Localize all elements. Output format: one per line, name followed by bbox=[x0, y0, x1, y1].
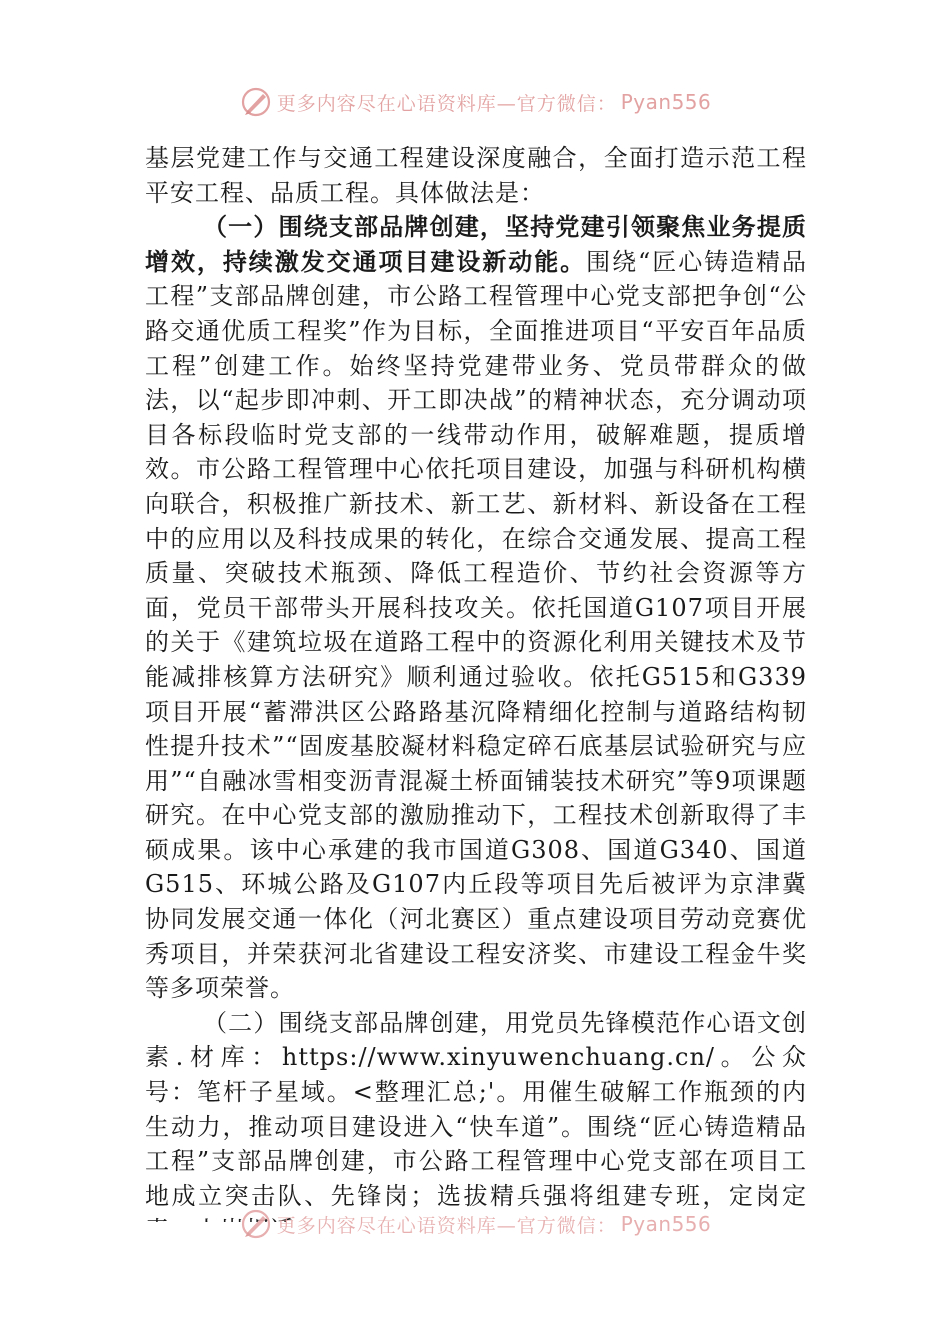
pen-logo-icon bbox=[239, 1207, 273, 1241]
paragraph-section-two: （二）围绕支部品牌创建，用党员先锋模范作心语文创素.材库：https://www.xinyuwenchuang.cn/。公众号：笔杆子星域。<整理汇总;'。用催生破解工作瓶颈的内生动力，推动项目建设进入“快车道”。围绕“匠心铸造精品工程”支部品牌创建，市公路工程管理中心党支部在项目工地成立突击队、先锋岗；选拔精兵强将组建专班，定岗定 bbox=[145, 1008, 807, 1210]
section-one-heading: （一）围绕支部品牌创建，坚持党建引领聚焦业务提质增效，持续激发交通项目建设新动能。 bbox=[145, 212, 807, 276]
paragraph-section-one bbox=[145, 210, 807, 1006]
document-body bbox=[145, 141, 807, 1248]
watermark-handle: Pyan556 bbox=[620, 90, 712, 114]
pen-logo-icon bbox=[239, 85, 273, 119]
watermark-text: 更多内容尽在心语资料库—官方微信： bbox=[276, 1214, 617, 1237]
watermark-header bbox=[0, 84, 950, 120]
watermark-handle: Pyan556 bbox=[620, 1212, 712, 1236]
paragraph-intro: 基层党建工作与交通工程建设深度融合，全面打造示范工程平安工程、品质工程。具体做法是： bbox=[145, 144, 807, 207]
watermark-footer bbox=[0, 1206, 950, 1242]
section-one-body: 围绕“匠心铸造精品工程”支部品牌创建，市公路工程管理中心党支部把争创“公路交通优质工程奖”作为目标，全面推进项目“平安百年品质工程”创建工作。始终坚持党建带业务、党员带群众的做法，以“起步即冲刺、开工即决战”的精神状态，充分调动项目各标段临时党支部的一线带动作用，破解难题，提质增效。市公路工程管理中心依托项目建设，加强与科研机构横向联合，积极推广新技术、新工艺、新材料、新设备在工程中的应用以及科技成果的转化，在综合交通发展、提高工程质量、突破技术瓶颈、降低工程造价、节约社会资源等方面，党员干部带头开展科技攻关。依托国道G107项目开展的关于《建筑垃圾在道路工程中的资源化利用关键技术及节能减排核算方法研究》顺利通过验收。依托G515和G339项目开展“蓄滞洪区公路路基沉降精细化控制与道路结构韧性提升技术”“固废基胶凝材料稳定碎石底基层试验研究与应用”“自融冰雪相变沥青混凝土桥面铺装技术研究”等9项课题研究。在中心党支部的激励推动下，工程技术创新取得了丰硕成果。该中心承建的我市国道G308、国道G340、国道G515、环城公路及G107内丘段等项目先后被评为京津冀协同发展交通一体化（河北赛区）重点建设项目劳动竞赛优秀项目，并荣获河北省建设工程安济奖、市建设工程金牛奖等多项荣誉。 bbox=[145, 247, 807, 1003]
watermark-text: 更多内容尽在心语资料库—官方微信： bbox=[276, 92, 617, 115]
